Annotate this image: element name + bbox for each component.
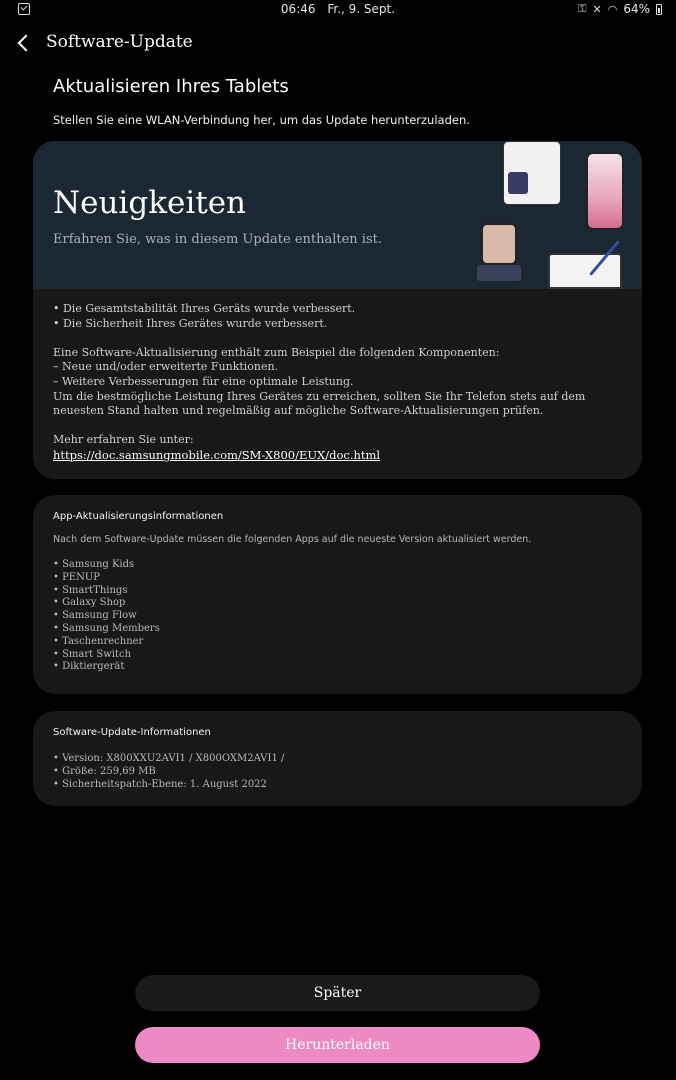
list-item: • Galaxy Shop xyxy=(53,597,126,609)
header-title: Software-Update xyxy=(46,32,193,52)
security-patch-level: • Sicherheitspatch-Ebene: 1. August 2022 xyxy=(53,779,267,790)
list-item: • Samsung Members xyxy=(53,622,160,634)
news-subtitle: Erfahren Sie, was in diesem Update enthalten ist. xyxy=(53,232,382,247)
software-size: • Größe: 259,69 MB xyxy=(53,766,156,777)
news-card xyxy=(33,141,642,479)
battery-icon xyxy=(656,4,662,15)
mute-icon: ✕ xyxy=(592,2,602,16)
foldable-base-illustration-icon xyxy=(477,265,521,281)
page-subtitle: Stellen Sie eine WLAN-Verbindung her, um das Update herunterzuladen. xyxy=(53,113,470,127)
status-datetime xyxy=(0,2,676,16)
status-icons xyxy=(578,2,662,16)
app-info-description: Nach dem Software-Update müssen die folgenden Apps auf die neueste Version aktualisiert werden. xyxy=(53,534,532,545)
battery-percent: 64% xyxy=(623,2,650,16)
vpn-key-icon: ⚿ xyxy=(578,2,587,15)
later-button[interactable]: Später xyxy=(135,975,540,1011)
news-body-text: • Die Gesamtstabilität Ihres Geräts wurde verbessert. • Die Sicherheit Ihres Gerätes wurde verbessert. Eine Software-Aktualisierung enthält zum Beispiel die folgenden Komponenten: – Neue und/oder erweiterte Funktionen. – Weitere Verbesserungen für eine optimale Leistung. Um die bestmögliche Leistung Ihres Gerätes zu erreichen, sollten Sie Ihr Telefon stets auf dem neuesten Stand halten und regelmäßig auf mögliche Software-Aktualisierungen prüfen. Mehr erfahren Sie unter: xyxy=(53,302,586,447)
download-button[interactable]: Herunterladen xyxy=(135,1027,540,1063)
list-item: • PENUP xyxy=(53,571,101,583)
status-date: Fr., 9. Sept. xyxy=(327,2,396,16)
list-item: • Taschenrechner xyxy=(53,635,144,647)
list-item: • SmartThings xyxy=(53,584,128,596)
more-info-link[interactable]: https://doc.samsungmobile.com/SM-X800/EUX/doc.html xyxy=(53,447,381,462)
software-update-info-card xyxy=(33,711,642,806)
status-time: 06:46 xyxy=(280,2,316,16)
app-info-title: App-Aktualisierungsinformationen xyxy=(53,511,224,522)
list-item: • Samsung Kids xyxy=(53,559,135,570)
page-title: Aktualisieren Ihres Tablets xyxy=(53,76,289,97)
phone-illustration-icon xyxy=(586,152,624,230)
list-item: • Samsung Flow xyxy=(53,610,137,622)
news-banner xyxy=(33,141,642,289)
wifi-icon: ◠ xyxy=(607,2,618,16)
list-item: • Diktiergerät xyxy=(53,661,125,673)
back-button[interactable] xyxy=(8,28,38,58)
list-item: • Smart Switch xyxy=(53,648,132,660)
phone-illustration-icon xyxy=(503,141,561,205)
app-list xyxy=(53,559,622,674)
foldable-illustration-icon xyxy=(481,223,517,265)
software-version: • Version: X800XXU2AVI1 / X800OXM2AVI1 / xyxy=(53,753,285,764)
software-info-title: Software-Update-Informationen xyxy=(53,727,211,738)
news-body xyxy=(33,289,642,464)
status-bar xyxy=(0,0,676,20)
software-info-list xyxy=(53,752,622,791)
app-update-info-card xyxy=(33,495,642,694)
tablet-illustration-icon xyxy=(548,253,622,289)
news-title: Neuigkeiten xyxy=(53,185,247,221)
